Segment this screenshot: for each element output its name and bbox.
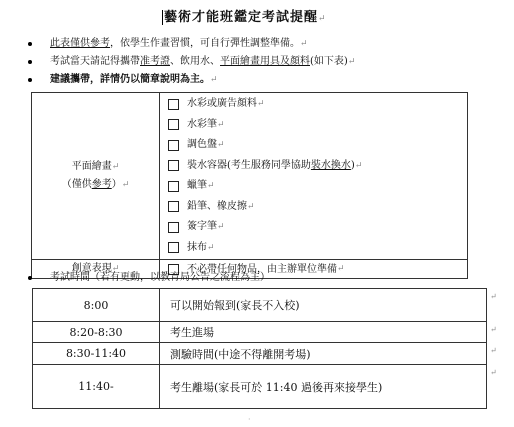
row-end-mark-icon: ↵ — [490, 346, 497, 355]
desc-cell: 考生進場 — [160, 322, 487, 343]
bullet-icon — [28, 42, 32, 46]
row-end-mark-icon: ↵ — [490, 292, 497, 301]
checklist-cell — [160, 93, 468, 260]
desc-cell: 測驗時間(中途不得離開考場) — [160, 343, 487, 365]
checkbox-icon[interactable] — [168, 140, 179, 151]
checklist-item[interactable]: 水彩或廣告顏料 ↵ — [168, 94, 467, 115]
time-cell: 11:40- — [33, 365, 160, 409]
checkbox-icon[interactable] — [168, 201, 179, 212]
note-text: (如下表) — [310, 56, 348, 67]
table-row — [33, 365, 487, 409]
note-underlined: 此表僅供參考 — [50, 38, 110, 49]
category-cell: 創意表現↵ — [32, 260, 160, 279]
paragraph-mark-icon: ↵ — [318, 14, 327, 24]
time-cell: 8:20-8:30 — [33, 322, 160, 343]
time-cell: 8:30-11:40 — [33, 343, 160, 365]
schedule-table — [32, 288, 487, 409]
materials-table — [31, 92, 468, 279]
note-underlined: 平面繪畫用具及顏料 — [220, 56, 310, 67]
paragraph-mark-icon: ↵ — [300, 39, 308, 49]
bullet-icon — [28, 78, 32, 82]
checkbox-icon[interactable] — [168, 222, 179, 233]
document-title — [162, 6, 327, 25]
note-bold: 建議攜帶，詳情仍以簡章說明為主。 — [50, 74, 210, 85]
note-text: ，依學生作畫習慣，可自行彈性調整準備。 — [110, 38, 300, 49]
note-text: 考試當天請記得攜帶 — [50, 56, 140, 67]
checklist-item[interactable]: 簽字筆 ↵ — [168, 217, 467, 238]
checklist-item[interactable]: 蠟筆 ↵ — [168, 176, 467, 197]
notes-list — [28, 35, 498, 89]
checkbox-icon[interactable] — [168, 242, 179, 253]
desc-cell: 考生離場(家長可於 11:40 過後再來接學生) — [160, 365, 487, 409]
footer-mark: · — [248, 415, 251, 424]
category-label: 平面繪畫 — [71, 161, 112, 172]
checklist-item[interactable]: 不必帶任何物品，由主辦單位準備 ↵ — [160, 261, 467, 278]
checklist-item[interactable]: 抹布 ↵ — [168, 238, 467, 259]
checkbox-icon[interactable] — [168, 119, 179, 130]
bullet-icon — [28, 60, 32, 64]
title-text: 藝術才能班鑑定考試提醒 — [164, 10, 319, 25]
note-item — [28, 53, 498, 71]
table-row — [33, 322, 487, 343]
text-cursor — [162, 10, 163, 25]
time-cell: 8:00 — [33, 289, 160, 322]
table-row — [33, 343, 487, 365]
table-row — [33, 289, 487, 322]
checkbox-icon[interactable] — [168, 160, 179, 171]
desc-cell: 可以開始報到(家長不入校) — [160, 289, 487, 322]
checklist-item[interactable]: 調色盤 ↵ — [168, 135, 467, 156]
note-underlined: 准考證 — [140, 56, 170, 67]
checklist-item[interactable]: 水彩筆 ↵ — [168, 115, 467, 136]
checklist-item[interactable]: 鉛筆、橡皮擦 ↵ — [168, 197, 467, 218]
checkbox-icon[interactable] — [168, 99, 179, 110]
row-end-mark-icon: ↵ — [490, 368, 497, 377]
category-note: 參考 — [91, 179, 112, 190]
creative-label: 創意表現 — [71, 263, 112, 274]
row-end-mark-icon: ↵ — [490, 325, 497, 334]
schedule-heading: 考試時間（若有更動，以教育局公告之流程為主） — [50, 272, 270, 283]
paragraph-mark-icon: ↵ — [347, 57, 356, 67]
checkbox-icon[interactable] — [168, 181, 179, 192]
paragraph-mark-icon: ↵ — [210, 75, 218, 85]
checklist-item[interactable]: 裝水容器(考生服務同學協助 裝水換水 ) ↵ — [168, 156, 467, 177]
note-item — [28, 71, 498, 89]
category-cell: 平面繪畫↵ （僅供參考）↵ — [32, 93, 160, 260]
note-text: 、飲用水、 — [170, 56, 220, 67]
note-item — [28, 35, 498, 53]
bullet-icon — [28, 276, 32, 280]
